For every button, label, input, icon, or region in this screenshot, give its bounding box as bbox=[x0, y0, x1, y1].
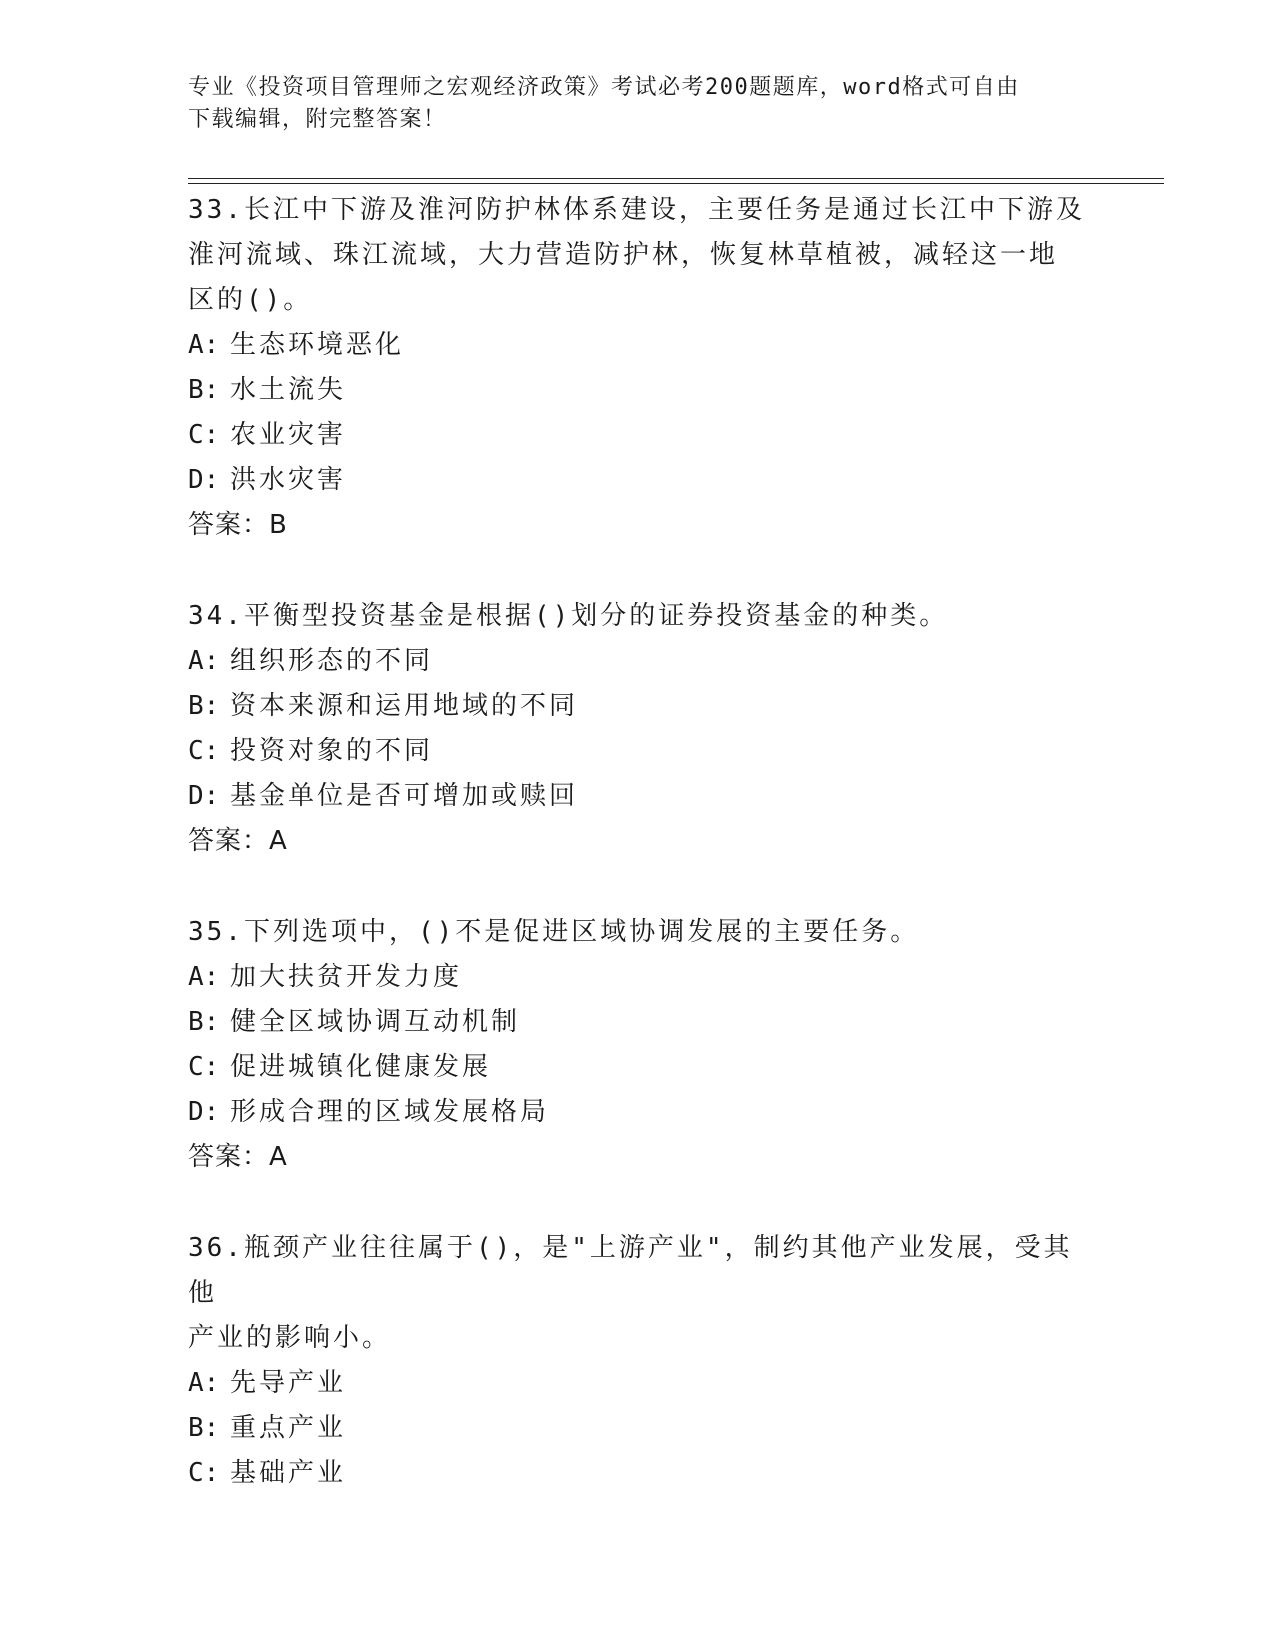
question-item bbox=[188, 1226, 1088, 1496]
question-stem-line: 34.平衡型投资基金是根据()划分的证券投资基金的种类。 bbox=[188, 601, 949, 631]
question-item bbox=[188, 594, 1088, 864]
option-key: A: bbox=[188, 646, 220, 676]
option-text: 先导产业 bbox=[230, 1368, 347, 1398]
question-stem-line: 35.下列选项中，()不是促进区域协调发展的主要任务。 bbox=[188, 917, 920, 947]
question-stem-line: 36.瓶颈产业往往属于()，是"上游产业"，制约其他产业发展，受其他 bbox=[188, 1233, 1073, 1308]
answer-option bbox=[188, 684, 1088, 729]
question-stem-line: 33.长江中下游及淮河防护林体系建设，主要任务是通过长江中下游及 bbox=[188, 195, 1085, 225]
option-key: B: bbox=[188, 375, 220, 405]
option-text: 健全区域协调互动机制 bbox=[230, 1007, 521, 1037]
answer-option bbox=[188, 729, 1088, 774]
option-key: C: bbox=[188, 1458, 220, 1488]
answer-option bbox=[188, 774, 1088, 819]
option-text: 组织形态的不同 bbox=[230, 646, 434, 676]
option-text: 加大扶贫开发力度 bbox=[230, 962, 463, 992]
option-text: 生态环境恶化 bbox=[230, 330, 405, 360]
header-divider-bottom bbox=[188, 183, 1164, 184]
answer-option bbox=[188, 413, 1088, 458]
option-key: B: bbox=[188, 1007, 220, 1037]
option-key: A: bbox=[188, 1368, 220, 1398]
option-text: 农业灾害 bbox=[230, 420, 347, 450]
answer-option bbox=[188, 1406, 1088, 1451]
option-key: A: bbox=[188, 962, 220, 992]
option-key: D: bbox=[188, 465, 220, 495]
answer-option bbox=[188, 458, 1088, 503]
answer-option bbox=[188, 1000, 1088, 1045]
question-stem-line: 淮河流域、珠江流域，大力营造防护林，恢复林草植被，减轻这一地 bbox=[188, 240, 1059, 270]
option-key: D: bbox=[188, 781, 220, 811]
question-list bbox=[188, 188, 1088, 1542]
question-item bbox=[188, 188, 1088, 548]
question-item bbox=[188, 910, 1088, 1180]
option-text: 洪水灾害 bbox=[230, 465, 347, 495]
option-text: 基础产业 bbox=[230, 1458, 347, 1488]
answer-option bbox=[188, 323, 1088, 368]
answer-option bbox=[188, 1045, 1088, 1090]
option-key: B: bbox=[188, 691, 220, 721]
option-text: 基金单位是否可增加或赎回 bbox=[230, 781, 579, 811]
answer-option bbox=[188, 955, 1088, 1000]
option-text: 资本来源和运用地域的不同 bbox=[230, 691, 579, 721]
answer-option bbox=[188, 368, 1088, 413]
option-text: 促进城镇化健康发展 bbox=[230, 1052, 492, 1082]
option-text: 投资对象的不同 bbox=[230, 736, 434, 766]
option-key: C: bbox=[188, 736, 220, 766]
document-header bbox=[188, 72, 1078, 136]
option-key: B: bbox=[188, 1413, 220, 1443]
answer-option bbox=[188, 1361, 1088, 1406]
question-stem-line: 产业的影响小。 bbox=[188, 1323, 392, 1353]
question-stem-line: 区的()。 bbox=[188, 285, 313, 315]
answer-option bbox=[188, 1090, 1088, 1135]
header-line-2: 下载编辑，附完整答案！ bbox=[188, 107, 447, 132]
answer-line: 答案：A bbox=[188, 1142, 288, 1172]
option-text: 水土流失 bbox=[230, 375, 347, 405]
answer-option bbox=[188, 1451, 1088, 1496]
header-divider-top bbox=[188, 178, 1164, 179]
header-line-1: 专业《投资项目管理师之宏观经济政策》考试必考200题题库，word格式可自由 bbox=[188, 75, 1020, 100]
option-key: C: bbox=[188, 420, 220, 450]
option-key: A: bbox=[188, 330, 220, 360]
option-text: 形成合理的区域发展格局 bbox=[230, 1097, 550, 1127]
answer-line: 答案：B bbox=[188, 510, 288, 540]
answer-line: 答案：A bbox=[188, 826, 288, 856]
option-text: 重点产业 bbox=[230, 1413, 347, 1443]
option-key: D: bbox=[188, 1097, 220, 1127]
answer-option bbox=[188, 639, 1088, 684]
option-key: C: bbox=[188, 1052, 220, 1082]
